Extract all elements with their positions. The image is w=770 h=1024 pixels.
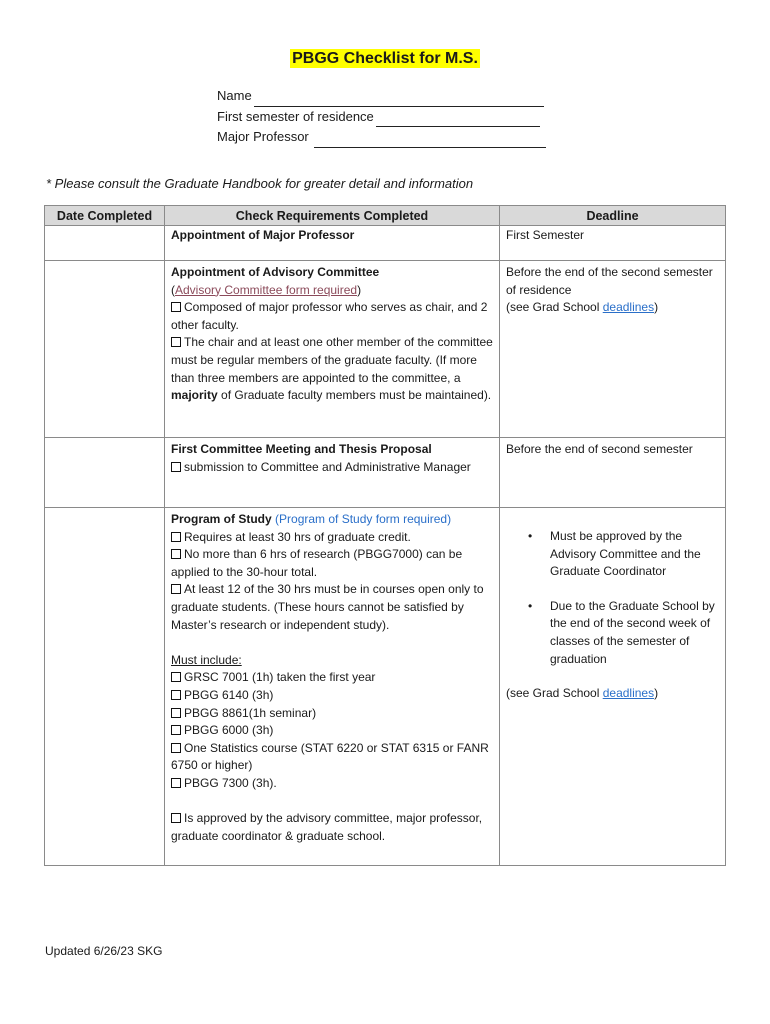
requirement-major-professor: Appointment of Major Professor bbox=[171, 228, 355, 242]
residence-label: First semester of residence bbox=[217, 108, 374, 124]
deadline-cell bbox=[500, 508, 726, 866]
checklist-item: Composed of major professor who serves as chair, and 2 other faculty. bbox=[171, 300, 488, 332]
deadline-text: Before the end of second semester bbox=[506, 442, 693, 456]
table-row bbox=[45, 261, 726, 438]
name-blank[interactable] bbox=[254, 92, 544, 107]
checklist-item: No more than 6 hrs of research (PBGG7000) can be applied to the 30-hour total. bbox=[171, 547, 463, 579]
checklist-item: Is approved by the advisory committee, major professor, graduate coordinator & graduate school. bbox=[171, 811, 483, 843]
table-row bbox=[45, 226, 726, 261]
header-deadline: Deadline bbox=[500, 206, 726, 226]
checkbox[interactable] bbox=[171, 672, 181, 682]
handbook-note: * Please consult the Graduate Handbook for greater detail and information bbox=[46, 176, 474, 191]
deadline-see-line: (see Grad School deadlines) bbox=[506, 686, 659, 701]
table-header-row bbox=[45, 206, 726, 226]
requirement-cell bbox=[165, 438, 500, 508]
page-title-text: PBGG Checklist for M.S. bbox=[292, 50, 478, 67]
checkbox[interactable] bbox=[171, 690, 181, 700]
deadline-see-line: (see Grad School deadlines) bbox=[506, 300, 659, 315]
course-item: One Statistics course (STAT 6220 or STAT 6315 or FANR 6750 or higher) bbox=[171, 740, 489, 773]
requirement-program-of-study: Program of Study bbox=[171, 512, 272, 526]
residence-blank[interactable] bbox=[376, 112, 540, 127]
checklist-item: submission to Committee and Administrative Manager bbox=[171, 459, 493, 477]
requirement-cell bbox=[165, 226, 500, 261]
date-cell[interactable] bbox=[45, 261, 165, 438]
advisory-committee-form-link[interactable]: Advisory Committee form required bbox=[175, 282, 358, 297]
checklist-item: The chair and at least one other member of the committee must be regular members of the graduate faculty. (If more than three members are appointed to the committee, a majority of Graduate faculty members must be maintained). bbox=[171, 335, 493, 403]
checkbox[interactable] bbox=[171, 337, 181, 347]
date-cell[interactable] bbox=[45, 226, 165, 261]
deadline-cell bbox=[500, 226, 726, 261]
residence-field-row bbox=[217, 107, 546, 128]
deadline-cell bbox=[500, 438, 726, 508]
must-include-label: Must include: bbox=[171, 652, 242, 667]
grad-school-deadlines-link[interactable]: deadlines bbox=[602, 686, 655, 701]
list-item: • Due to the Graduate School by the end of the second week of classes of the semester of graduation bbox=[550, 598, 719, 668]
course-item: PBGG 6140 (3h) bbox=[171, 687, 493, 705]
checkbox[interactable] bbox=[171, 813, 181, 823]
course-item: PBGG 6000 (3h) bbox=[171, 722, 493, 740]
list-item: • Must be approved by the Advisory Committee and the Graduate Coordinator bbox=[550, 528, 719, 581]
professor-blank[interactable] bbox=[314, 133, 546, 148]
program-of-study-line bbox=[171, 511, 493, 529]
program-of-study-form-link[interactable]: (Program of Study form required) bbox=[275, 512, 452, 526]
deadline-text: Before the end of the second semester of residence bbox=[506, 265, 713, 297]
checkbox[interactable] bbox=[171, 725, 181, 735]
page-title bbox=[0, 50, 770, 68]
checklist-table bbox=[44, 205, 726, 866]
checkbox[interactable] bbox=[171, 743, 181, 753]
checklist-item: Requires at least 30 hrs of graduate credit. bbox=[171, 529, 493, 547]
checkbox[interactable] bbox=[171, 462, 181, 472]
header-date-completed: Date Completed bbox=[45, 206, 165, 226]
deadline-text: First Semester bbox=[506, 228, 585, 242]
checkbox[interactable] bbox=[171, 778, 181, 788]
checkbox[interactable] bbox=[171, 302, 181, 312]
checkbox[interactable] bbox=[171, 532, 181, 542]
updated-footer: Updated 6/26/23 SKG bbox=[45, 944, 163, 958]
professor-field-row bbox=[217, 127, 546, 148]
course-item: GRSC 7001 (1h) taken the first year bbox=[171, 669, 493, 687]
checkbox[interactable] bbox=[171, 708, 181, 718]
course-item: PBGG 8861(1h seminar) bbox=[171, 705, 493, 723]
requirement-cell bbox=[165, 508, 500, 866]
checkbox[interactable] bbox=[171, 584, 181, 594]
checkbox[interactable] bbox=[171, 549, 181, 559]
deadline-bullets bbox=[506, 528, 719, 668]
requirement-advisory-committee: Appointment of Advisory Committee bbox=[171, 265, 380, 279]
spacer bbox=[171, 793, 493, 811]
name-field-row bbox=[217, 86, 546, 107]
advisory-form-line: (Advisory Committee form required) bbox=[171, 282, 362, 297]
requirement-cell bbox=[165, 261, 500, 438]
checklist-item: At least 12 of the 30 hrs must be in courses open only to graduate students. (These hours cannot be satisfied by Master’s research or independent study). bbox=[171, 582, 484, 632]
header-check-requirements: Check Requirements Completed bbox=[165, 206, 500, 226]
student-info-fields bbox=[217, 86, 546, 148]
spacer bbox=[171, 634, 493, 652]
requirement-first-committee-meeting: First Committee Meeting and Thesis Proposal bbox=[171, 442, 432, 456]
professor-label: Major Professor bbox=[217, 129, 309, 144]
course-item: PBGG 7300 (3h). bbox=[171, 775, 493, 793]
table-row bbox=[45, 438, 726, 508]
date-cell[interactable] bbox=[45, 508, 165, 866]
name-label: Name bbox=[217, 88, 252, 103]
grad-school-deadlines-link[interactable]: deadlines bbox=[602, 300, 655, 315]
deadline-cell bbox=[500, 261, 726, 438]
table-row bbox=[45, 508, 726, 866]
date-cell[interactable] bbox=[45, 438, 165, 508]
